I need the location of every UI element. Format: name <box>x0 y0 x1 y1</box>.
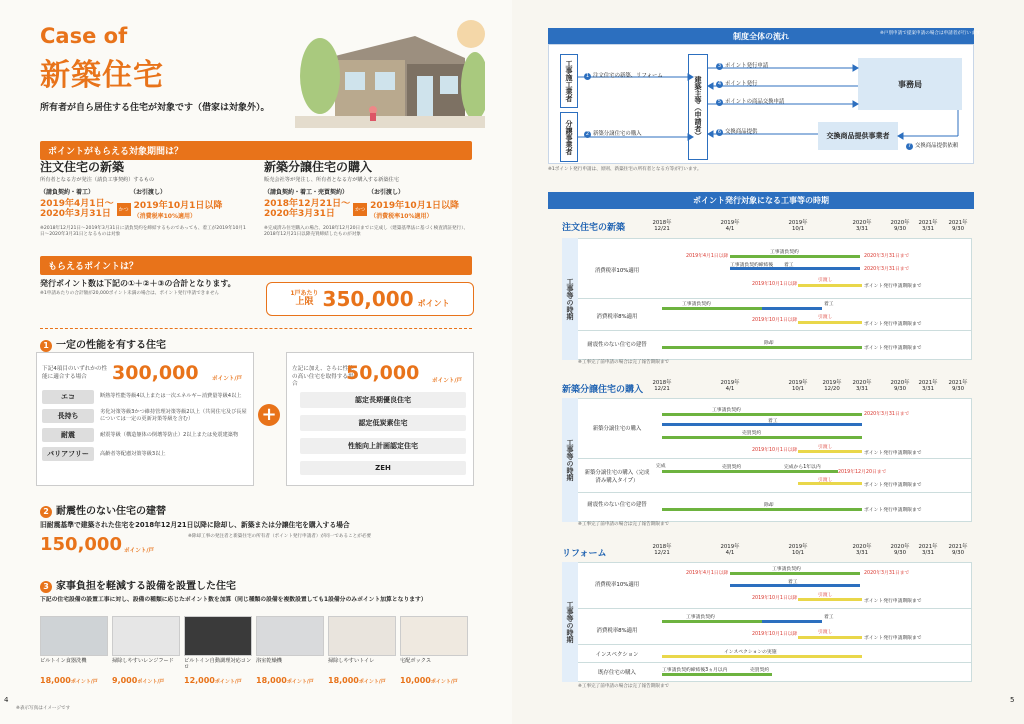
date-year: 2020年 <box>852 380 872 386</box>
lbl-r8-start: 着工 <box>824 615 834 620</box>
step-4: 4 ポイント発行 <box>717 81 758 87</box>
foot-note-3: ※工事完了前申請の場合は完了報告期限まで <box>578 684 670 689</box>
perf-key: エコ <box>42 390 94 404</box>
product-points <box>112 676 180 685</box>
product-image <box>328 616 396 656</box>
date-day: 12/21 <box>654 386 670 393</box>
plus-icon: + <box>258 404 280 426</box>
date-day: 4/1 <box>725 550 735 557</box>
product-points-value: 12,000 <box>184 676 215 685</box>
date-label <box>944 380 972 393</box>
order-deliver: 2019年10月1日以降 <box>133 201 223 212</box>
s2-title <box>40 502 166 518</box>
date-year: 2020年 <box>852 544 872 550</box>
product-points-value: 18,000 <box>328 676 359 685</box>
order-from: 2019年4月1日～ <box>40 198 114 209</box>
date-label <box>944 544 972 557</box>
product-name: ビルトイン食器洗機 <box>40 658 87 664</box>
date-label <box>648 544 676 557</box>
date-day: 9/30 <box>893 226 907 233</box>
step-5-text: ポイントの商品交換申請 <box>725 99 785 105</box>
date-day: 3/31 <box>921 550 935 557</box>
order-label2: （お引渡し） <box>130 189 167 197</box>
perf-row <box>42 447 248 461</box>
lbl-s2-sales: 売買契約 <box>722 465 742 470</box>
date-year: 2018年 <box>652 220 672 226</box>
perf-row <box>42 428 248 442</box>
bar-s-deliver <box>798 450 862 453</box>
date-label <box>848 220 876 233</box>
lbl-r-start: 着工 <box>788 580 798 585</box>
order-row2: 消費税率8%適用 <box>596 314 638 320</box>
step-7-text: 交換商品提供依頼 <box>915 143 959 149</box>
row-sep <box>578 662 972 663</box>
date-label <box>886 380 914 393</box>
flow-head: 制度全体の流れ <box>548 28 974 45</box>
product-card <box>112 616 180 685</box>
date-label <box>784 220 812 233</box>
order-desc: 所有者となる方が発注（請負工事契約）するもの <box>40 177 155 183</box>
sale-row2: 新築分譲住宅の購入（完成済み購入タイプ） <box>584 470 650 484</box>
page-number-left: 4 <box>4 696 9 704</box>
date-label <box>944 220 972 233</box>
step-5: 5 ポイントの商品交換申請 <box>717 99 785 105</box>
lbl-complete: 完成 <box>656 464 666 469</box>
s3-desc: 下記の住宅設備の設置工事に対し、設備の種類に応じたポイント数を加算（同じ種類の設備を複数設置しても1設備分のみポイント加算となります） <box>40 597 427 603</box>
bar-r-contract <box>730 572 860 575</box>
date-day: 3/31 <box>855 386 869 393</box>
s1-title-text: 一定の性能を有する住宅 <box>56 340 166 351</box>
bar-deliver8 <box>798 321 862 324</box>
s1-unit2: ポイント/戸 <box>432 378 463 384</box>
product-points-value: 9,000 <box>112 676 138 685</box>
lbl-r-until: 2020年3月31日まで <box>864 571 910 576</box>
product-card <box>328 616 396 685</box>
product-image <box>40 616 108 656</box>
reform-row2: 消費税率8%適用 <box>596 628 638 634</box>
date-year: 2019年 <box>822 380 842 386</box>
date-label <box>716 380 744 393</box>
lbl-r8-deliver: 引渡し <box>818 630 833 635</box>
product-card <box>400 616 468 685</box>
date-day: 12/21 <box>654 226 670 233</box>
product-points-value: 18,000 <box>256 676 287 685</box>
date-year: 2020年 <box>890 380 910 386</box>
flow-foot: ※1ポイント発行申請は、原則、新築住宅の所有者となる方等が行います。 <box>548 167 702 172</box>
foot-note-1: ※工事完了前申請の場合は完了報告期限まで <box>578 360 670 365</box>
date-year: 2021年 <box>948 380 968 386</box>
actor-applicant: 建築主等（申請者） <box>688 54 708 160</box>
date-label <box>784 380 812 393</box>
lbl-s-contract: 工事請負契約 <box>712 408 741 413</box>
reform-row3: インスペクション <box>595 652 639 658</box>
date-day: 9/30 <box>951 550 965 557</box>
points-bar: もらえるポイントは？ <box>40 256 472 275</box>
sale-sched-title: 新築分譲住宅の購入 <box>562 385 644 395</box>
perf-key: バリアフリー <box>42 447 94 461</box>
lbl-deliver: 引渡し <box>818 278 833 283</box>
product-card <box>40 616 108 685</box>
product-card <box>184 616 252 685</box>
date-year: 2019年 <box>788 544 808 550</box>
product-points-unit: ポイント/戸 <box>137 679 165 685</box>
product-points-value: 18,000 <box>40 676 71 685</box>
date-day: 4/1 <box>725 386 735 393</box>
sale-desc: 販売会社等が発注し、所有者となる方が購入する新築住宅 <box>264 177 399 183</box>
product-name: 掃除しやすいトイレ <box>328 658 375 664</box>
bar-s-sales <box>662 436 862 439</box>
product-points <box>40 676 108 685</box>
date-label <box>914 220 942 233</box>
sale-label1: （請負契約・着工・売買契約） <box>264 189 349 197</box>
order-note: ※2018年12月21日～2019年3月31日に請負契約を締結するものであっても、着工が2019年10月1日～2020年3月31日となるものは対象 <box>40 226 246 237</box>
date-day: 12/21 <box>654 550 670 557</box>
bar-contract8 <box>662 307 762 310</box>
date-day: 3/31 <box>855 226 869 233</box>
row-sep <box>578 608 972 609</box>
lbl-until2: 2020年3月31日まで <box>864 267 910 272</box>
lbl-contract8: 工事請負契約 <box>682 302 711 307</box>
product-card <box>256 616 324 685</box>
reform-side: 工事等の時期 <box>562 562 578 682</box>
lbl-s-demolish: 除却 <box>764 503 774 508</box>
lbl-until1220: 2019年12月20日まで <box>838 470 887 475</box>
lbl-s-apply-d: ポイント発行申請期限まで <box>864 508 922 513</box>
cap-label: 上限 <box>295 297 314 308</box>
product-points-value: 10,000 <box>400 676 431 685</box>
product-name: 浴室乾燥機 <box>256 658 282 664</box>
title-en: Case of <box>40 24 128 48</box>
bar-deliver <box>798 284 862 287</box>
cert-item: 認定低炭素住宅 <box>300 415 466 431</box>
lbl-insp: インスペクションの実施 <box>724 650 777 655</box>
cap-box <box>266 282 474 316</box>
lbl-r-apply: ポイント発行申請期限まで <box>864 599 922 604</box>
s1-items <box>300 392 466 482</box>
step-7: 7 交換商品提供依頼 <box>907 143 959 149</box>
lbl-concluded: 工事請負契約締結後 <box>730 263 774 268</box>
actor-office: 事務局 <box>858 58 962 110</box>
actor-seller: 分譲事業者 <box>560 112 578 162</box>
date-label <box>914 380 942 393</box>
lbl-r-contract: 工事請負契約 <box>772 567 801 572</box>
cap-value: 350,000 <box>322 287 414 311</box>
lbl-s-deliver: 引渡し <box>818 445 833 450</box>
date-label <box>648 220 676 233</box>
product-points <box>328 676 396 685</box>
s2-title-text: 耐震性のない住宅の建替 <box>56 506 166 517</box>
product-points <box>256 676 324 685</box>
step-3-text: ポイント発行申請 <box>725 63 769 69</box>
s2-num: 2 <box>40 506 52 518</box>
lbl-within3: 工事請負契約締結後3ヵ月以内 <box>662 668 728 673</box>
s2-desc: 旧耐震基準で建築された住宅を2018年12月21日以降に除却し、新築または分譲住宅を購入する場合 <box>40 521 350 529</box>
lbl-s-apply: ポイント発行申請期限まで <box>864 451 922 456</box>
lbl-demolish: 除却 <box>764 341 774 346</box>
order-dates <box>512 220 1024 240</box>
divider <box>40 328 472 329</box>
lbl-within: 完成から1年以内 <box>784 465 821 470</box>
date-year: 2019年 <box>720 380 740 386</box>
actor-exchange: 交換商品提供事業者 <box>818 122 898 150</box>
lbl-r-from0401: 2019年4月1日以降 <box>686 571 729 576</box>
page-number-right: 5 <box>1010 696 1015 704</box>
bar-start8 <box>762 307 822 310</box>
row-sep <box>578 298 972 299</box>
date-day: 12/20 <box>824 386 840 393</box>
bar-r8-contract <box>662 620 762 623</box>
step-1: 1 注文住宅の新築、リフォーム <box>585 73 663 79</box>
reform-dates <box>512 544 1024 564</box>
lbl-r8-contract: 工事請負契約 <box>686 615 715 620</box>
date-year: 2021年 <box>918 544 938 550</box>
order-block <box>40 158 250 238</box>
s1-points2: 50,000 <box>346 362 420 384</box>
date-label <box>716 544 744 557</box>
lbl-r-sales: 売買契約 <box>750 668 770 673</box>
bar-within3 <box>662 673 772 676</box>
step-1-text: 注文住宅の新築、リフォーム <box>593 73 663 79</box>
bar-r8-start <box>762 620 822 623</box>
sale-label2: （お引渡し） <box>368 189 405 197</box>
sale-to: 2020年3月31日 <box>264 209 335 220</box>
date-label <box>886 220 914 233</box>
points-note: ※1申請あたりの合計額が20,000ポイント未満の場合は、ポイント発行申請できません <box>40 291 220 296</box>
lbl-r-from: 2019年10月1日以降 <box>752 596 798 601</box>
reform-sched-title: リフォーム <box>562 549 607 559</box>
step-2-text: 新築分譲住宅の購入 <box>593 131 642 137</box>
date-day: 10/1 <box>791 386 805 393</box>
product-points-unit: ポイント/戸 <box>358 679 386 685</box>
lbl-until: 2020年3月31日まで <box>864 254 910 259</box>
sale-from: 2018年12月21日～ <box>264 198 351 209</box>
perf-key: 耐震 <box>42 428 94 442</box>
date-label <box>914 544 942 557</box>
reform-row1: 消費税率10%適用 <box>594 582 640 588</box>
row-sep <box>578 330 972 331</box>
subtitle: 所有者が自ら居住する住宅が対象です（借家は対象外）。 <box>40 103 270 113</box>
flow-note: ※戸別申請で提案申請の場合は申請者が行います <box>880 31 981 36</box>
lbl-from8: 2019年10月1日以降 <box>752 318 798 323</box>
lbl-apply8: ポイント発行申請期限まで <box>864 322 922 327</box>
product-points-unit: ポイント/戸 <box>70 679 98 685</box>
lbl-s-until: 2020年3月31日まで <box>864 412 910 417</box>
lbl-deliver8: 引渡し <box>818 315 833 320</box>
s1-points: 300,000 <box>112 362 199 384</box>
product-points-unit: ポイント/戸 <box>214 679 242 685</box>
s3-num: 3 <box>40 581 52 593</box>
date-year: 2021年 <box>948 544 968 550</box>
title-jp: 新築住宅 <box>40 58 164 93</box>
lbl-s2-deliver: 引渡し <box>818 478 833 483</box>
right-page <box>512 0 1024 724</box>
sale-title: 新築分譲住宅の購入 <box>264 160 373 174</box>
sale-side: 工事等の時期 <box>562 398 578 522</box>
lbl-s-start: 着工 <box>768 419 778 424</box>
perf-key: 長持ち <box>42 409 94 423</box>
order-row1: 消費税率10%適用 <box>594 268 640 274</box>
cap-pre: 1戸あたり <box>290 290 319 297</box>
lbl-r-deliver: 引渡し <box>818 593 833 598</box>
s3-title-text: 家事負担を軽減する設備を設置した住宅 <box>56 581 236 592</box>
date-year: 2018年 <box>652 380 672 386</box>
order-side: 工事等の時期 <box>562 238 578 360</box>
product-name: ビルトイン自動調理対応コンロ <box>184 658 252 671</box>
lbl-s-from: 2019年10月1日以降 <box>752 448 798 453</box>
sched-head: ポイント発行対象になる工事等の時期 <box>548 192 974 209</box>
order-title: 注文住宅の新築 <box>40 160 125 174</box>
product-points-unit: ポイント/戸 <box>286 679 314 685</box>
order-label1: （請負契約・着工） <box>40 189 95 197</box>
lbl-from: 2019年10月1日以降 <box>752 282 798 287</box>
sale-deliver: 2019年10月1日以降 <box>370 201 459 212</box>
left-foot: ※表示写真はイメージです <box>16 706 71 711</box>
perf-value: 劣化対策等級3かつ維持管理対策等級2以上（共同住宅及び長屋については一定の更新対策等級を含む） <box>100 409 247 423</box>
order-row3: 耐震性のない住宅の建替 <box>587 342 647 348</box>
bar-demolish <box>662 346 862 349</box>
date-label <box>886 544 914 557</box>
sale-tax: （消費税率10%適用） <box>370 213 433 221</box>
bar-r8-deliver <box>798 636 862 639</box>
product-image <box>400 616 468 656</box>
date-year: 2019年 <box>788 220 808 226</box>
cap-unit: ポイント <box>417 298 450 308</box>
perf-value: 断熱等性能等級4以上または一次エネルギー消費量等級4以上 <box>100 393 242 400</box>
step-2: 2 新築分譲住宅の購入 <box>585 131 642 137</box>
row-sep <box>578 492 972 493</box>
date-year: 2020年 <box>852 220 872 226</box>
date-day: 3/31 <box>921 386 935 393</box>
s1-lead2: 左記に加え、さらに性能の高い住宅を取得する場合 <box>292 366 354 388</box>
date-day: 9/30 <box>951 386 965 393</box>
s1-rows <box>42 390 248 466</box>
lbl-s-sales: 売買契約 <box>742 431 762 436</box>
row-sep <box>578 458 972 459</box>
date-day: 10/1 <box>791 226 805 233</box>
date-year: 2019年 <box>720 220 740 226</box>
cert-item: ZEH <box>300 461 466 475</box>
product-list <box>40 616 472 685</box>
product-points <box>184 676 252 685</box>
date-label <box>848 380 876 393</box>
date-day: 3/31 <box>855 550 869 557</box>
product-image <box>256 616 324 656</box>
sale-row3: 耐震性のない住宅の建替 <box>587 502 647 508</box>
s1-lead: 下記4項目のいずれかの性能に適合する場合 <box>42 366 108 380</box>
lbl-start8: 着工 <box>824 302 834 307</box>
step-3: 3 ポイント発行申請 <box>717 63 769 69</box>
s2-points: 150,000 <box>40 534 122 555</box>
order-tax: （消費税率10%適用） <box>133 213 196 221</box>
date-day: 3/31 <box>921 226 935 233</box>
bar-s-demolish <box>662 508 862 511</box>
date-day: 4/1 <box>725 226 735 233</box>
date-year: 2021年 <box>948 220 968 226</box>
lbl-apply: ポイント発行申請期限まで <box>864 284 922 289</box>
product-points-unit: ポイント/戸 <box>430 679 458 685</box>
date-year: 2021年 <box>918 380 938 386</box>
date-day: 9/30 <box>893 386 907 393</box>
sale-row1: 新築分譲住宅の購入 <box>592 426 642 432</box>
date-label <box>848 544 876 557</box>
order-sched-title: 注文住宅の新築 <box>562 223 626 233</box>
row-sep <box>578 644 972 645</box>
date-year: 2021年 <box>918 220 938 226</box>
perf-value: 高齢者等配慮対策等級3以上 <box>100 450 166 457</box>
order-to: 2020年3月31日 <box>40 209 111 220</box>
lbl-start: 着工 <box>784 263 794 268</box>
date-label <box>818 380 846 393</box>
product-name: 掃除しやすいレンジフード <box>112 658 174 664</box>
s1-unit: ポイント/戸 <box>212 376 243 382</box>
date-year: 2019年 <box>788 380 808 386</box>
s1-num: 1 <box>40 340 52 352</box>
product-points <box>400 676 468 685</box>
actor-builder: 工事施工業者 <box>560 54 578 108</box>
s2-unit: ポイント/戸 <box>124 548 155 554</box>
cert-item: 認定長期優良住宅 <box>300 392 466 408</box>
lbl-apply-d: ポイント発行申請期限まで <box>864 346 922 351</box>
perf-row <box>42 409 248 423</box>
s2-note: ※除却工事の発注者と新築住宅の所有者（ポイント発行申請者）が同一であることが必要 <box>188 534 372 539</box>
sale-note: ※完成済み住宅購入の場合、2018年12月20日までに完成し（建築基準法に基づく検査済証発行）、2018年12月21日以降売買締結したものが対象 <box>264 226 469 237</box>
foot-note-2: ※工事完了前申請の場合は完了報告期限まで <box>578 522 670 527</box>
s3-title <box>40 577 236 593</box>
date-day: 9/30 <box>893 550 907 557</box>
sale-arrow: かつ <box>353 203 367 216</box>
perf-row <box>42 390 248 404</box>
step-6-text: 交換商品提供 <box>725 129 758 135</box>
perf-value: 耐震等級（構造躯体の倒壊等防止）2以上または免震建築物 <box>100 431 239 438</box>
product-name: 宅配ボックス <box>400 658 432 664</box>
date-day: 10/1 <box>791 550 805 557</box>
date-year: 2019年 <box>720 544 740 550</box>
lbl-contract: 工事請負契約 <box>770 250 799 255</box>
date-year: 2020年 <box>890 544 910 550</box>
date-label <box>716 220 744 233</box>
step-6: 6 交換商品提供 <box>717 129 758 135</box>
date-label <box>648 380 676 393</box>
reform-row4: 既存住宅の購入 <box>598 670 636 676</box>
date-year: 2018年 <box>652 544 672 550</box>
lbl-s2-apply: ポイント発行申請期限まで <box>864 483 922 488</box>
lbl-r8-apply: ポイント発行申請期限まで <box>864 636 922 641</box>
step-4-text: ポイント発行 <box>725 81 758 87</box>
bar-s-contract <box>662 413 862 416</box>
bar-contract <box>730 255 860 258</box>
bar-r-deliver <box>798 598 862 601</box>
house-illustration <box>295 16 485 128</box>
date-day: 9/30 <box>951 226 965 233</box>
points-text: 発行ポイント数は下記の①＋②＋③の合計となります。 <box>40 279 236 288</box>
sale-dates <box>512 380 1024 400</box>
product-image <box>112 616 180 656</box>
period-bar: ポイントがもらえる対象期間は？ <box>40 141 472 160</box>
product-image <box>184 616 252 656</box>
date-label <box>784 544 812 557</box>
lbl-from0401: 2019年4月1日以降 <box>686 254 729 259</box>
s1-title <box>40 336 166 352</box>
order-arrow: かつ <box>117 203 131 216</box>
date-year: 2020年 <box>890 220 910 226</box>
lbl-r8-from: 2019年10月1日以降 <box>752 632 798 637</box>
bar-s2-sales <box>662 470 838 473</box>
cert-item: 性能向上計画認定住宅 <box>300 438 466 454</box>
bar-insp <box>662 655 862 658</box>
bar-s-start <box>662 423 862 426</box>
sale-block <box>264 158 474 238</box>
